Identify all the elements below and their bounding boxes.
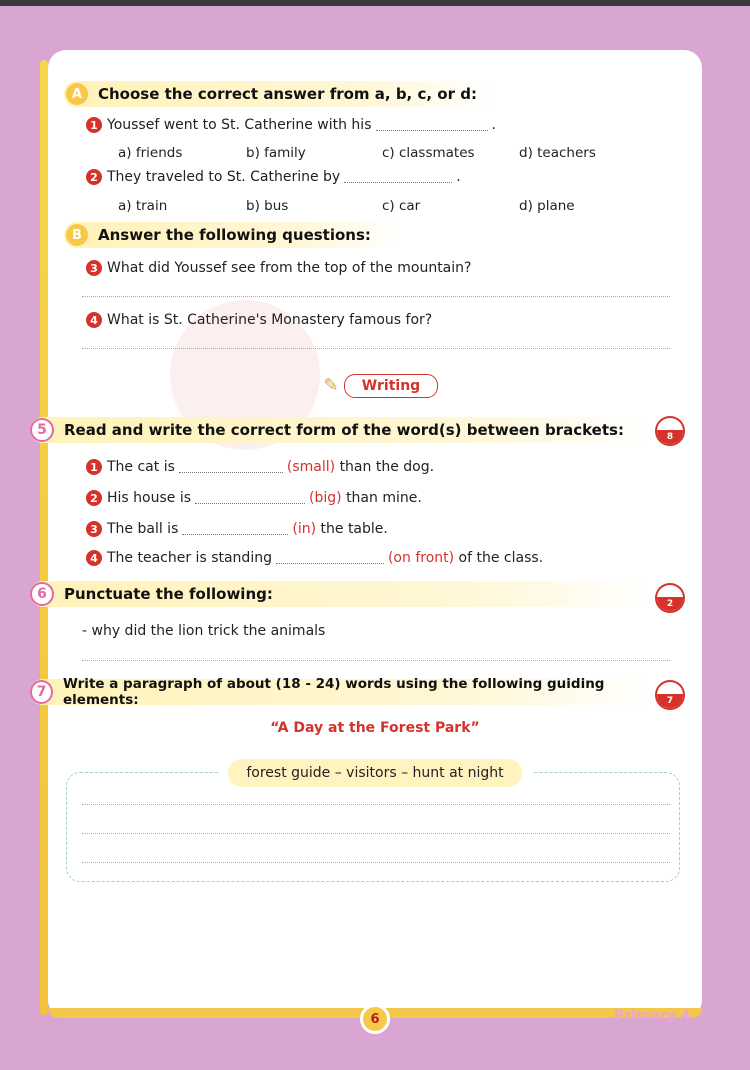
section-5-badge: 5 xyxy=(30,418,54,442)
writing-line[interactable] xyxy=(82,833,670,834)
pencil-icon: ✎ xyxy=(323,374,339,396)
grammar-item-4: 4 The teacher is standing (on front) of the class. xyxy=(86,550,543,566)
option-a[interactable]: a) friends xyxy=(118,145,183,161)
score-badge: 2 xyxy=(655,583,685,613)
answer-blank[interactable] xyxy=(195,493,305,504)
section-6-title: Punctuate the following: xyxy=(64,585,273,603)
section-7-header xyxy=(30,676,654,708)
grade-label: Primary 4 xyxy=(614,1008,691,1024)
score-badge: 8 xyxy=(655,416,685,446)
guiding-elements: forest guide – visitors – hunt at night xyxy=(228,759,522,787)
option-a[interactable]: a) train xyxy=(118,198,168,214)
question-number: 2 xyxy=(86,169,102,185)
option-d[interactable]: d) teachers xyxy=(519,145,596,161)
section-6-badge: 6 xyxy=(30,582,54,606)
option-b[interactable]: b) bus xyxy=(246,198,289,214)
grammar-item-3: 3 The ball is (in) the table. xyxy=(86,521,388,537)
section-5-title: Read and write the correct form of the word(s) between brackets: xyxy=(64,421,624,439)
answer-line[interactable] xyxy=(82,660,670,661)
section-a-header xyxy=(64,81,494,107)
paragraph-topic: “A Day at the Forest Park” xyxy=(270,720,480,736)
section-b-badge: B xyxy=(66,224,88,246)
page-edge-left xyxy=(40,60,48,1015)
writing-line[interactable] xyxy=(82,862,670,863)
top-bar xyxy=(0,0,750,6)
answer-blank[interactable] xyxy=(344,172,452,183)
question-4: 4 What is St. Catherine's Monastery famous for? xyxy=(86,312,432,328)
answer-blank[interactable] xyxy=(179,462,283,473)
answer-blank[interactable] xyxy=(376,120,488,131)
question-2: 2 They traveled to St. Catherine by . xyxy=(86,169,461,185)
punctuate-sentence: - why did the lion trick the animals xyxy=(82,623,326,639)
section-a-badge: A xyxy=(66,83,88,105)
option-c[interactable]: c) classmates xyxy=(382,145,475,161)
question-number: 1 xyxy=(86,117,102,133)
question-number: 4 xyxy=(86,312,102,328)
section-b-title: Answer the following questions: xyxy=(98,226,371,244)
section-7-badge: 7 xyxy=(30,680,53,704)
grammar-item-2: 2 His house is (big) than mine. xyxy=(86,490,422,506)
question-3: 3 What did Youssef see from the top of the mountain? xyxy=(86,260,471,276)
answer-blank[interactable] xyxy=(276,553,384,564)
option-b[interactable]: b) family xyxy=(246,145,306,161)
grammar-item-1: 1 The cat is (small) than the dog. xyxy=(86,459,434,475)
question-number: 3 xyxy=(86,260,102,276)
section-6-header xyxy=(30,581,650,607)
page-number: 6 xyxy=(360,1004,390,1034)
writing-frame xyxy=(66,772,680,882)
section-7-title: Write a paragraph of about (18 - 24) words using the following guiding elements: xyxy=(63,676,605,708)
answer-line[interactable] xyxy=(82,348,670,349)
section-5-header xyxy=(30,417,650,443)
section-a-title: Choose the correct answer from a, b, c, or d: xyxy=(98,85,477,103)
score-badge: 7 xyxy=(655,680,685,710)
answer-line[interactable] xyxy=(82,296,670,297)
writing-line[interactable] xyxy=(82,804,670,805)
answer-blank[interactable] xyxy=(182,524,288,535)
option-c[interactable]: c) car xyxy=(382,198,421,214)
writing-label: Writing xyxy=(344,374,438,398)
question-1: 1 Youssef went to St. Catherine with his . xyxy=(86,117,496,133)
section-b-header xyxy=(64,222,400,248)
option-d[interactable]: d) plane xyxy=(519,198,575,214)
